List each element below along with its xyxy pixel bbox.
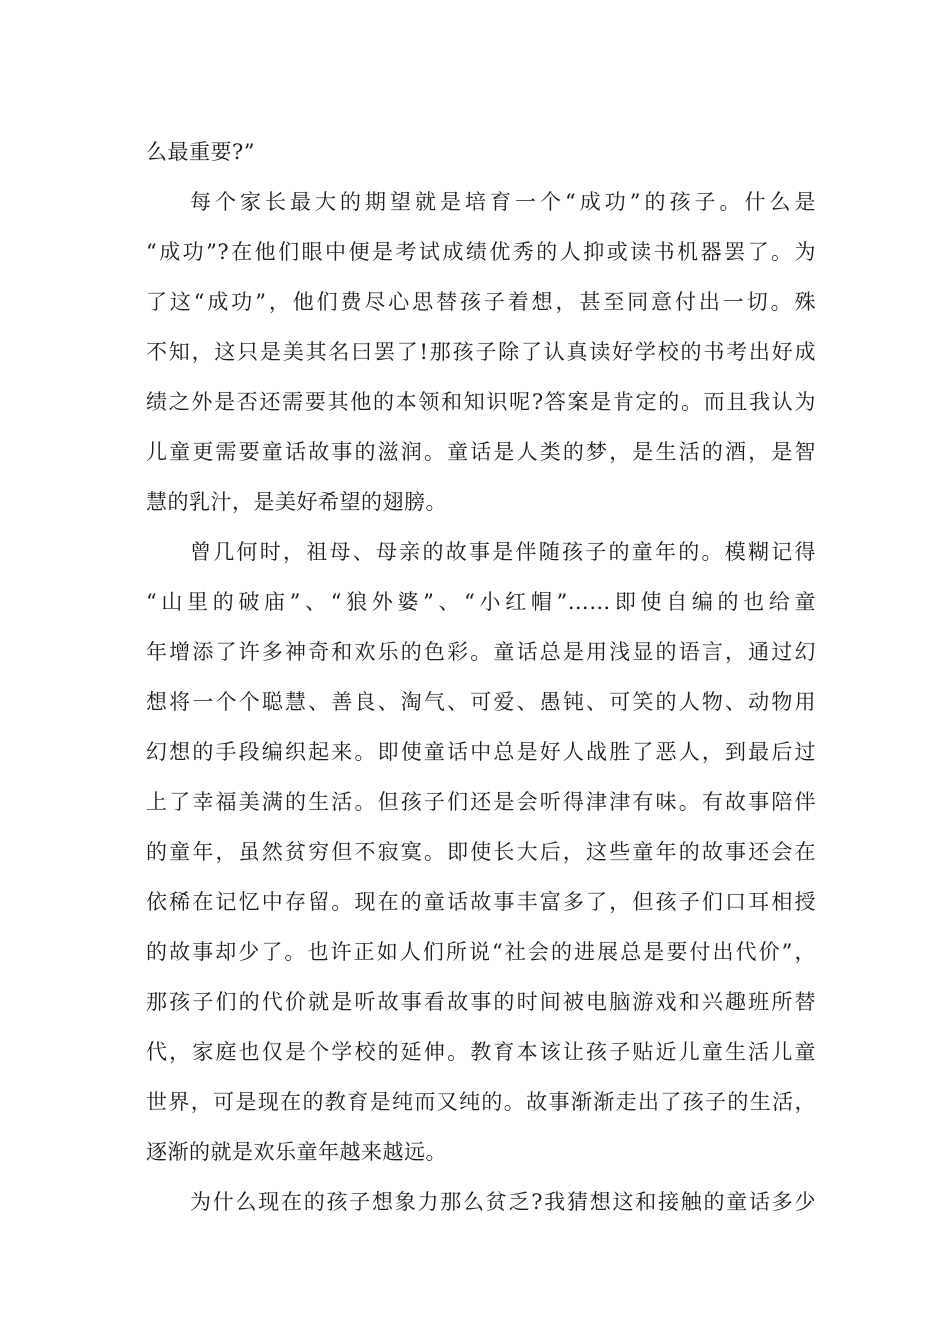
text-line: 逐渐的就是欢乐童年越来越远。: [146, 1140, 447, 1164]
text-line: 代，家庭也仅是个学校的延伸。教育本该让孩子贴近儿童生活儿童: [146, 1040, 816, 1064]
paragraph-first-line: 曾几何时，祖母、母亲的故事是伴随孩子的童年的。模糊记得: [190, 540, 816, 564]
text-line: 年增添了许多神奇和欢乐的色彩。童话总是用浅显的语言，通过幻: [146, 640, 816, 664]
text-line: 了这“成功”，他们费尽心思替孩子着想，甚至同意付出一切。殊: [146, 290, 816, 314]
text-line: 儿童更需要童话故事的滋润。童话是人类的梦，是生活的酒，是智: [146, 440, 816, 464]
text-line: 世界，可是现在的教育是纯而又纯的。故事渐渐走出了孩子的生活，: [146, 1090, 816, 1114]
text-line: “山里的破庙”、“狼外婆”、“小红帽”……即使自编的也给童: [146, 590, 816, 614]
paragraph-first-line: 每个家长最大的期望就是培育一个“成功”的孩子。什么是: [190, 190, 816, 214]
text-line: 的童年，虽然贫穷但不寂寞。即使长大后，这些童年的故事还会在: [146, 840, 816, 864]
text-line: 那孩子们的代价就是听故事看故事的时间被电脑游戏和兴趣班所替: [146, 990, 816, 1014]
text-line: 幻想的手段编织起来。即使童话中总是好人战胜了恶人，到最后过: [146, 740, 816, 764]
text-line: 上了幸福美满的生活。但孩子们还是会听得津津有味。有故事陪伴: [146, 790, 816, 814]
text-line: 的故事却少了。也许正如人们所说“社会的进展总是要付出代价”，: [146, 940, 816, 964]
text-line: 慧的乳汁，是美好希望的翅膀。: [146, 490, 447, 514]
text-line: 么最重要?”: [146, 140, 255, 164]
text-line: 想将一个个聪慧、善良、淘气、可爱、愚钝、可笑的人物、动物用: [146, 690, 816, 714]
text-line: “成功”?在他们眼中便是考试成绩优秀的人抑或读书机器罢了。为: [146, 240, 816, 264]
text-line: 绩之外是否还需要其他的本领和知识呢?答案是肯定的。而且我认为: [146, 390, 816, 414]
paragraph-first-line: 为什么现在的孩子想象力那么贫乏?我猜想这和接触的童话多少: [190, 1190, 816, 1214]
text-line: 依稀在记忆中存留。现在的童话故事丰富多了，但孩子们口耳相授: [146, 890, 816, 914]
text-line: 不知，这只是美其名曰罢了!那孩子除了认真读好学校的书考出好成: [146, 340, 816, 364]
